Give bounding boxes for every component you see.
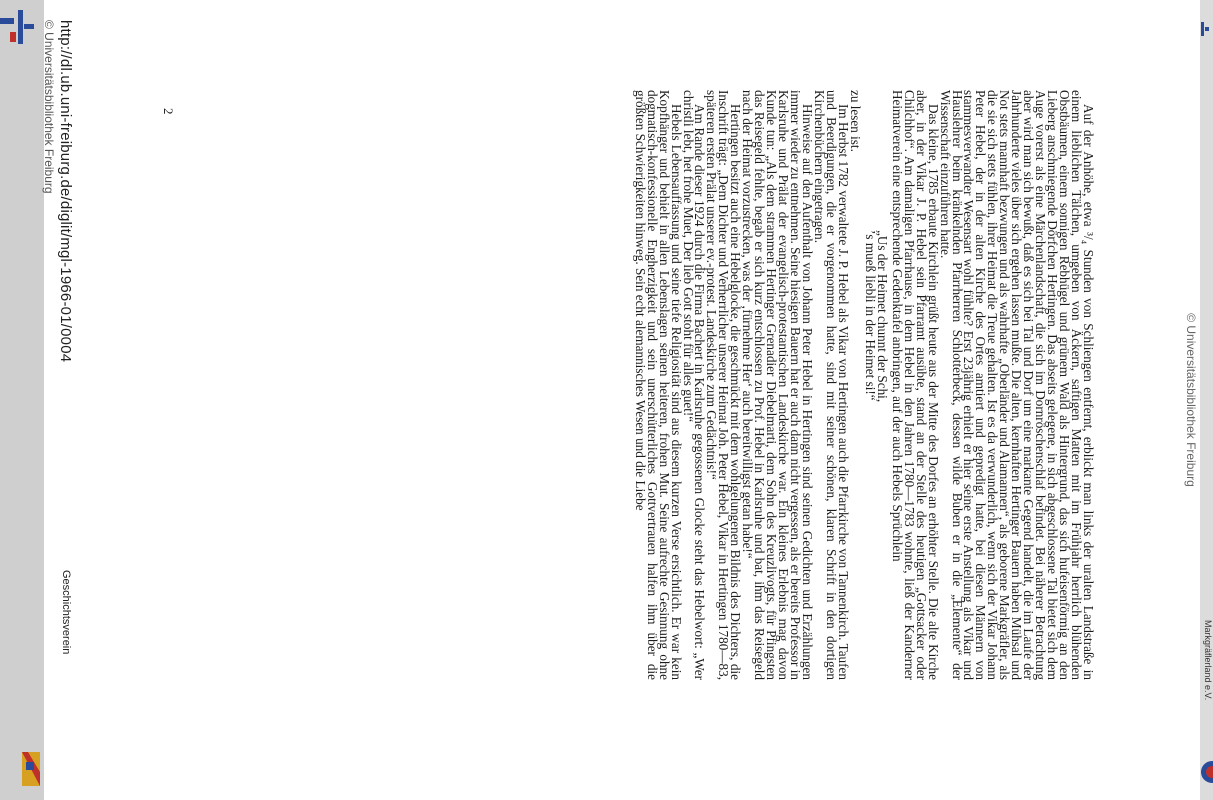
paragraph: Auf der Anhöhe, etwa ³/₄ Stunden von Schliengen entfernt, erblickt man links der uralten Landstraße in einem lieblichen Tälchen, umgeben von Äckern, saftigen Matten mit im Frühjahr herrlich blühenden Obstbäumen, einem sonnigen Rebhügel und grünem Wald als Hintergrund, das sich hufeisenförmig an den Lieberg anschmiegende Dörfchen Hertingen. Das abseits gelegene, in sich abgeschlossene Tal bietet sich dem Auge vorerst als eine Märchenlandschaft, die sich im Dornröschenschlaf befindet. Bei näherer Betrachtung aber wird man sich bewußt, daß es sich bei Tal und Dorf um eine markante Gegend handelt, die im Laufe der Jahrhunderte vieles über sich ergehen lassen mußte. Die alten, kernhaften Hertinger Bauern haben Mühsal und Not stets mannhaft bezwungen und als wahrhafte „Oberländer und Alamannen“, als geborene Markgräfler, als die sie sich stets fühlen, ihrer Heimat die Treue gehalten. Ist es da verwunderlich, wenn sich der Vikar Johann Peter Hebel, der in der alten Kirche des Ortes amtiert und gepredigt hatte, bei diesen Männern von stammesverwandter Wesensart wohl fühlte? Erst 23jährig erhielt er hier seine erste Anstellung als Vikar und Hauslehrer beim kränkelnden Pfarrherren Schlotterbeck, dessen wilde Buben er in die „Elemente“ der Wissenschaft einzuführen hatte.	[937, 90, 1096, 680]
page-number: 2	[161, 108, 176, 115]
paragraph: Hebels Lebensauffassung und seine tiefe Religiosität sind aus diesem kurzen Verse ersichtlich. Er war kein Kopfhänger und behielt in allen Lebenslagen seinen heiteren, frohen Mut. Seine aufrechte Gesinnung ohne dogmatisch-konfessionelle Engherzigkeit und sein unerschütterliches Gottvertrauen halfen ihm über die größten Schwierigkeiten hinweg. Sein echt alemannisches Wesen und die Liebe	[632, 90, 684, 680]
paragraph: zu lesen ist.	[847, 90, 863, 152]
rotated-page-content	[42, 0, 1198, 800]
paragraph: Im Herbst 1782 verwaltete J. P. Hebel als Vikar von Hertingen auch die Pfarrkirche von Tannenkirch. Taufen und Beerdigungen, die er vorgenommen hatte, sind mit seiner schönen, klaren Schrift in den dortigen Kirchenbüchern eingetragen.	[812, 90, 851, 680]
verse-line: ʼs mueß liebli in der Heimet si!“	[862, 230, 878, 401]
library-logo-icon	[0, 6, 34, 46]
paragraph: Hertingen besitzt auch eine Hebelglocke, die geschmückt mit dem wohlgelungenen Bildnis des Dichters, die Inschrift trägt: „Dem Dichter und Verherrlicher unserer Heimat Joh. Peter Hebel, Vikar in Hertingen 1780—83, späteren ersten Prälat unserer ev.-protest. Landeskirche zum Gedächtnis!“	[704, 90, 744, 680]
right-logo-fragment-icon	[1201, 22, 1209, 36]
footer-url-link[interactable]: http://dl.ub.uni-freiburg.de/diglit/mgl-1966-01/0004	[57, 20, 74, 363]
paragraph: Am Rande dieser 1924 durch die Firma Bachert in Karlsruhe gegossenen Glocke steht das Hebelwort: „Wer christli lebt, het frohe Muet, Der lieb Gott stoht für alles guet!“	[680, 90, 708, 680]
verse-quote	[864, 90, 888, 680]
paragraph: Das kleine, 1785 erbaute Kirchlein grüßt heute aus der Mitte des Dorfes an erhöhter Stelle. Die alte Kirche aber, in der Vikar J. P. Hebel sein Pfarramt ausübte, stand an der Stelle des heutigen „Gottsacker oder Chilchhof“. Am damaligen Pfarrhause, in dem Hebel in den Jahren 1780—1783 wohnte, ließ der Kanderner Heimatverein eine entsprechende Gedenktafel anbringen, auf der auch Hebels Sprüchlein	[889, 90, 941, 680]
society-crest-icon	[22, 752, 40, 786]
verse-line: „Us der Heimet chunnt der Schi,	[874, 230, 890, 403]
watermark-text: © Universitätsbibliothek Freiburg	[1184, 313, 1198, 487]
right-crest-icon	[1200, 752, 1213, 792]
paragraph: Hinweise auf den Aufenthalt von Johann Peter Hebel in Hertingen sind seinen Gedichten und Erzählungen immer wieder zu entnehmen. Seine hiesigen Bauern hat er auch dann nicht vergessen, als er bereits Professor in Karlsruhe und Prälat der evangelisch-protestantischen Landeskirche war. Ein kleines Erlebnis mag davon Kunde tun: „Als dem strammen Hertinger Grenadier Diebelmarti, dem Sohn des Kreuzlivogts, für Pfingsten das Reisegeld fehlte, begab er sich kurz entschlossen zu Prof. Hebel in Karlsruhe und bat, ihm das Reisegeld nach der Heimat vorzustrecken, was der ‚fürnehme Her‘ auch bereitwilligst getan habe!“	[740, 90, 816, 680]
footer-copyright: © Universitätsbibliothek Freiburg	[42, 20, 56, 194]
text-column	[634, 90, 1094, 680]
page-footer	[42, 0, 74, 800]
footer-society-name: Geschichtsverein	[60, 570, 72, 655]
right-edge-society-text: Markgräflerland e.V.	[1203, 620, 1213, 701]
page-text-area	[42, 0, 1198, 800]
